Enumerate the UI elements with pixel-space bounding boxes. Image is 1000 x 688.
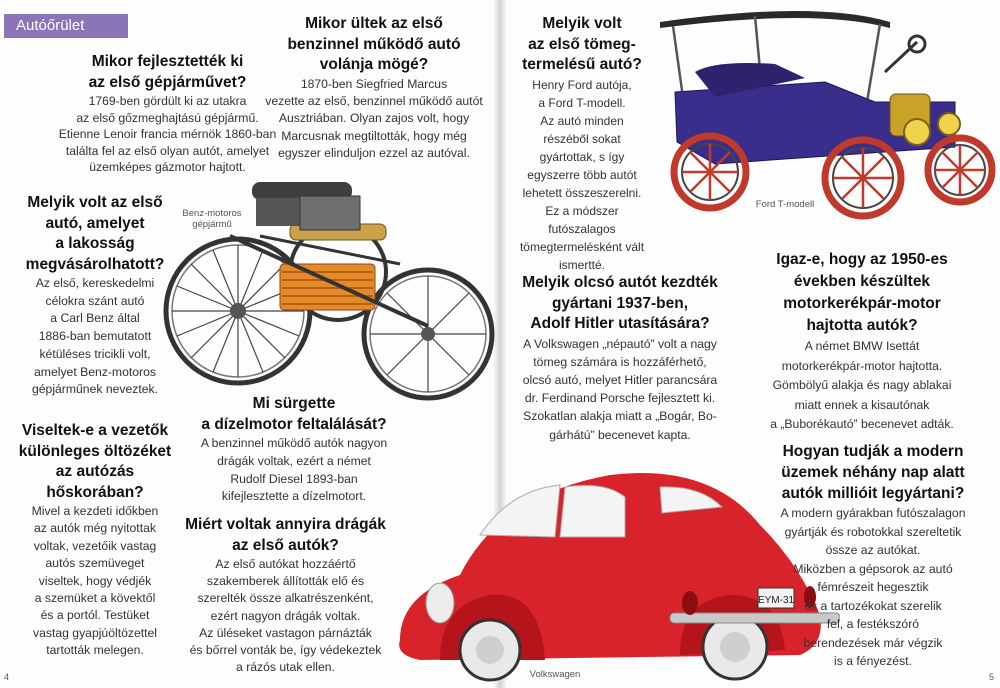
question-line: Igaz-e, hogy az 1950-es — [776, 251, 948, 268]
question — [14, 193, 176, 275]
question-line: autó, amelyet — [45, 214, 145, 232]
answer-line: egyszerre több autót — [527, 167, 637, 182]
answer-line: Az első, kereskedelmi — [35, 276, 155, 290]
page-number-left: 4 — [4, 672, 10, 682]
answer-line: fémrészeit hegesztik — [817, 580, 929, 594]
section-tag: Autóőrület — [4, 14, 128, 38]
qa-first-petrol-car — [258, 14, 490, 163]
answer-line: motorkerékpár-motor hajtotta. — [781, 358, 943, 373]
answer-line: szakemberek állították elő és — [206, 574, 365, 589]
question-line: hajtotta autók? — [806, 317, 918, 334]
question-line: különleges öltözéket — [18, 442, 172, 460]
question-line: hőskorában? — [46, 483, 144, 501]
answer-line: Henry Ford autója, — [532, 77, 632, 92]
answer-line: drágák voltak, ezért a német — [217, 453, 371, 468]
answer-line: a szemüket a kövektől — [34, 591, 156, 606]
question — [40, 52, 295, 93]
answer-line: Az autó minden — [540, 113, 624, 128]
answer-line: A benzinnel működő autók nagyon — [200, 436, 388, 450]
answer-line: és a portól. Testüket — [40, 608, 150, 623]
answer-line: dr. Ferdinand Porsche fejlesztett ki. — [524, 391, 716, 406]
answer-line: 1769-ben gördült ki az utakra — [88, 94, 247, 108]
answer-line: vezette az első, benzinnel működő autót — [265, 93, 483, 108]
answer-line: futószalagos — [548, 222, 616, 237]
answer-line: 1886-ban bemutatott — [38, 329, 152, 344]
answer-line: Rudolf Diesel 1893-ban — [230, 471, 358, 486]
answer-line: Szokatlan alakja miatt a „Bogár, Bo- — [523, 409, 717, 424]
answer-line: tömegtermelésként vált ismertté. — [519, 240, 645, 273]
question-line: az első gépjárművet? — [88, 73, 247, 91]
question — [764, 441, 982, 504]
answer-line: lehetett összeszerelni. — [522, 186, 642, 201]
answer-line: üzemképes gázmotor hajtott. — [89, 160, 246, 175]
question-line: Viseltek-e a vezetők — [21, 422, 169, 439]
question-line: Mikor fejlesztették ki — [91, 53, 244, 70]
answer-line: ezért nagyon drágák voltak. — [210, 608, 361, 623]
answer-line: célokra szánt autó — [45, 293, 145, 308]
answer-line: az autók még nyitottak — [34, 521, 156, 536]
answer-line: 1870-ben Siegfried Marcus — [300, 76, 448, 91]
answer — [14, 275, 176, 399]
question-line: Mikor ültek az első — [305, 15, 443, 32]
answer — [748, 337, 976, 435]
answer-line: autós szemüveget — [45, 556, 145, 571]
ford-model-t-illustration — [655, 2, 997, 230]
question-line: Mi sürgette — [252, 395, 336, 412]
answer-line: Miközben a gépsorok az autó — [793, 561, 953, 576]
question-line: Melyik olcsó autót kezdték — [522, 274, 718, 291]
qa-bubble-car — [748, 249, 976, 435]
answer-line: voltak, vezetőik vastag — [33, 538, 157, 553]
page-number-right: 5 — [988, 672, 994, 682]
question-line: Melyik volt — [542, 15, 622, 32]
answer-line: is a fényezést. — [834, 654, 912, 668]
answer-line: Az első autókat hozzáértő — [215, 557, 356, 571]
question — [178, 515, 393, 556]
qa-first-public-car — [14, 193, 176, 399]
answer-line: vastag gyapjúöltözettel — [33, 625, 157, 640]
qa-volkswagen — [505, 273, 735, 444]
question-line: gyártani 1937-ben, — [551, 294, 689, 312]
volkswagen-caption: Volkswagen — [529, 669, 581, 680]
answer-line: a Carl Benz által — [50, 311, 140, 326]
answer-line: kifejlesztette a dízelmotort. — [221, 489, 367, 504]
answer — [258, 76, 490, 163]
benz-caption — [172, 208, 252, 230]
answer-line: találta fel az első olyan autót, amelyet — [65, 143, 270, 158]
answer — [40, 93, 295, 176]
qa-expensive-cars — [178, 515, 393, 676]
question-line: az első autók? — [232, 536, 339, 554]
answer-line: egyszer elinduljon ezzel az autóval. — [278, 146, 470, 161]
answer-line: Az üléseket vastagon párnázták — [199, 625, 372, 640]
answer-line: Ausztriában. Olyan zajos volt, hogy — [278, 111, 470, 126]
answer-line: Gömbölyű alakja és nagy ablakai — [772, 378, 952, 392]
answer-line: a „Buborékautó” becenevet adták. — [770, 417, 954, 431]
question-line: az első tömeg- — [528, 35, 636, 53]
answer-line: A modern gyárakban futószalagon — [780, 506, 966, 520]
benz-caption-line: gépjármű — [192, 219, 232, 230]
answer-line: gyártják és robotokkal szereltetik — [784, 524, 962, 539]
answer-line: viseltek, hogy védjék — [38, 573, 152, 588]
answer-line: a rázós utak ellen. — [236, 660, 335, 675]
answer-line: A német BMW Isettát — [804, 339, 920, 353]
answer-line: az első gőzmeghajtású gépjármű. — [76, 110, 259, 125]
question-line: termelésű autó? — [522, 56, 642, 73]
answer-line: részéből sokat — [543, 131, 621, 146]
question-line: Miért voltak annyira drágák — [185, 516, 386, 533]
question-line: az autózás — [55, 463, 135, 480]
question-line: motorkerékpár-motor — [783, 295, 941, 312]
qa-modern-factories — [764, 441, 982, 671]
question-line: Melyik volt az első — [27, 194, 163, 211]
question-line: volánja mögé? — [319, 56, 429, 73]
question-line: megvásárolhatott? — [25, 255, 165, 273]
answer — [188, 435, 400, 506]
question — [188, 394, 400, 435]
answer-line: és a tartozékokat szerelik — [804, 598, 942, 613]
question-line: benzinnel működő autó — [287, 35, 461, 53]
answer-line: gárhátú” becenevet kapta. — [549, 427, 691, 442]
answer-line: olcsó autó, melyet Hitler parancsára — [522, 372, 718, 387]
question-line: üzemek néhány nap alatt — [781, 464, 965, 481]
question — [258, 14, 490, 76]
question-line: Hogyan tudják a modern — [782, 443, 964, 460]
answer-line: amelyet Benz-motoros — [34, 364, 156, 379]
answer-line: miatt ennek a kisautónak — [794, 397, 930, 412]
question — [14, 421, 176, 503]
answer-line: A Volkswagen „népautó” volt a nagy — [523, 336, 717, 351]
benz-caption-line: Benz-motoros — [182, 208, 242, 219]
answer-line: gyártottak, s így — [539, 149, 625, 164]
question — [505, 273, 735, 335]
qa-driver-clothing — [14, 421, 176, 660]
question-line: Adolf Hitler utasítására? — [530, 315, 710, 332]
ford-caption: Ford T-modell — [755, 199, 815, 210]
answer-line: Mivel a kezdeti időkben — [31, 504, 159, 518]
question-line: a dízelmotor feltalálását? — [201, 415, 387, 433]
answer-line: kétüléses tricikli volt, — [39, 346, 151, 361]
answer — [764, 504, 982, 671]
answer — [505, 335, 735, 444]
answer-line: tömeg számára is hozzáférhető, — [533, 354, 707, 369]
answer — [178, 556, 393, 676]
answer-line: Etienne Lenoir francia mérnök 1860-ban — [58, 127, 277, 142]
qa-first-motor-vehicle — [40, 52, 295, 176]
question-line: autók millióit legyártani? — [781, 485, 965, 502]
license-plate: EYM-31 — [757, 595, 795, 606]
answer-line: Ez a módszer — [545, 204, 619, 219]
question-line: években készültek — [793, 273, 931, 290]
answer — [14, 503, 176, 660]
answer-line: össze az autókat. — [825, 543, 921, 557]
answer-line: tartották melegen. — [46, 643, 144, 658]
answer-line: és bőrrel vonták be, így védekeztek — [189, 643, 382, 658]
question — [502, 14, 662, 76]
answer-line: berendezések már végzik — [803, 635, 943, 650]
answer-line: gépjárműnek neveztek. — [31, 382, 158, 397]
answer — [502, 76, 662, 275]
question-line: a lakosság — [55, 235, 135, 252]
answer-line: a Ford T-modell. — [538, 95, 626, 110]
qa-diesel-engine — [188, 394, 400, 506]
answer-line: szerelték össze alkatrészenként, — [197, 591, 374, 606]
qa-mass-production — [502, 14, 662, 275]
answer-line: Marcusnak megtiltották, hogy még — [281, 128, 467, 143]
question — [748, 249, 976, 337]
answer-line: fel, a festékszóró — [826, 617, 920, 631]
